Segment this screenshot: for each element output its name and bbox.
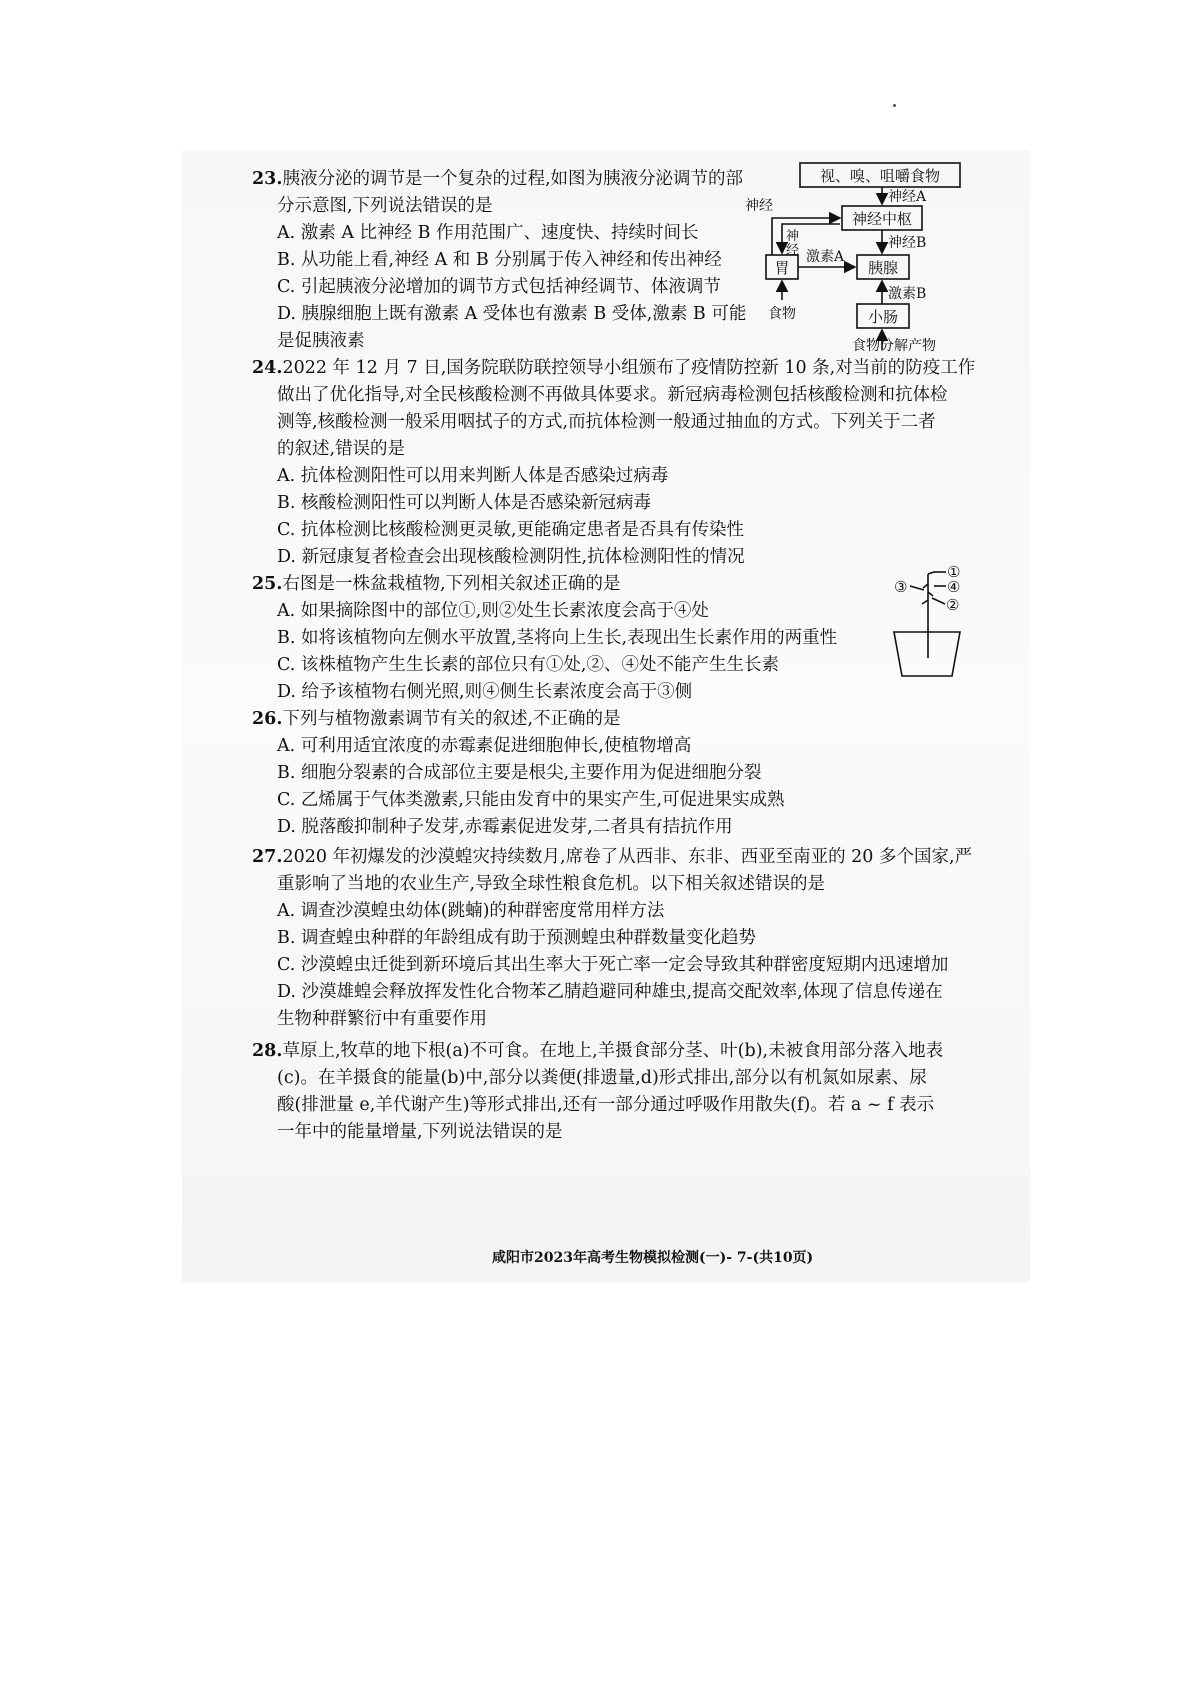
nerve-a-label: 神经A bbox=[888, 189, 927, 205]
q28-line1 bbox=[252, 1040, 943, 1062]
q28-stem-3: 酸(排泄量 e,羊代谢产生)等形式排出,还有一部分通过呼吸作用散失(f)。若 a ~ f 表示 bbox=[277, 1095, 935, 1115]
q25-line1 bbox=[252, 573, 621, 595]
q27-number: 27. bbox=[252, 847, 283, 867]
q25-option-a: A. 如果摘除图中的部位①,则②处生长素浓度会高于④处 bbox=[277, 601, 709, 621]
q27-option-d-1: D. 沙漠雄蝗会释放挥发性化合物苯乙腈趋避同种雄虫,提高交配效率,体现了信息传递在 bbox=[277, 982, 943, 1002]
q23-number: 23. bbox=[252, 169, 283, 189]
q23-option-b: B. 从功能上看,神经 A 和 B 分别属于传入神经和传出神经 bbox=[277, 250, 722, 270]
q25-stem: 右图是一株盆栽植物,下列相关叙述正确的是 bbox=[282, 574, 621, 594]
q25-number: 25. bbox=[252, 574, 283, 594]
q27-option-b: B. 调查蝗虫种群的年龄组成有助于预测蝗虫种群数量变化趋势 bbox=[277, 928, 756, 948]
q28-stem-4: 一年中的能量增量,下列说法错误的是 bbox=[277, 1122, 563, 1142]
hormone-b-label: 激素B bbox=[888, 286, 927, 302]
q28-stem-1: 草原上,牧草的地下根(a)不可食。在地上,羊摄食部分茎、叶(b),未被食用部分落入地表 bbox=[282, 1041, 944, 1061]
intestine-label: 小肠 bbox=[867, 308, 899, 326]
hormone-a-label: 激素A bbox=[806, 249, 845, 265]
q27-line1 bbox=[252, 846, 972, 868]
q26-option-a: A. 可利用适宜浓度的赤霉素促进细胞伸长,使植物增高 bbox=[277, 736, 692, 756]
q27-option-c: C. 沙漠蝗虫迁徙到新环境后其出生率大于死亡率一定会导致其种群密度短期内迅速增加 bbox=[277, 955, 949, 975]
q26-option-d: D. 脱落酸抑制种子发芽,赤霉素促进发芽,二者具有拮抗作用 bbox=[277, 817, 733, 837]
food-products-label: 食物分解产物 bbox=[852, 338, 936, 354]
label-1: ① bbox=[947, 563, 961, 581]
q24-option-b: B. 核酸检测阳性可以判断人体是否感染新冠病毒 bbox=[277, 493, 651, 513]
q27-option-d-2: 生物种群繁衍中有重要作用 bbox=[277, 1009, 487, 1029]
label-4: ④ bbox=[947, 578, 961, 596]
q26-option-b: B. 细胞分裂素的合成部位主要是根尖,主要作用为促进细胞分裂 bbox=[277, 763, 762, 783]
q25-option-c: C. 该株植物产生生长素的部位只有①处,②、④处不能产生生长素 bbox=[277, 655, 779, 675]
q24-line1 bbox=[252, 357, 975, 379]
label-3: ③ bbox=[894, 578, 908, 596]
nerve-vertical-2: 经 bbox=[786, 243, 800, 258]
nerve-vertical-1: 神 bbox=[786, 229, 800, 244]
q27-option-a: A. 调查沙漠蝗虫幼体(跳蝻)的种群密度常用样方法 bbox=[277, 901, 665, 921]
label-2: ② bbox=[946, 596, 960, 614]
q23-option-d-2: 是促胰液素 bbox=[277, 331, 365, 351]
q24-stem-1: 2022 年 12 月 7 日,国务院联防联控领导小组颁布了疫情防控新 10 条,对当前的防疫工作 bbox=[282, 358, 976, 378]
q26-option-c: C. 乙烯属于气体类激素,只能由发育中的果实产生,可促进果实成熟 bbox=[277, 790, 785, 810]
q28-stem-2: (c)。在羊摄食的能量(b)中,部分以粪便(排遗量,d)形式排出,部分以有机氮如尿素、尿 bbox=[277, 1068, 927, 1088]
q24-option-a: A. 抗体检测阳性可以用来判断人体是否感染过病毒 bbox=[277, 466, 669, 486]
q25-option-d: D. 给予该植物右侧光照,则④侧生长素浓度会高于③侧 bbox=[277, 682, 693, 702]
page-footer: 咸阳市2023年高考生物模拟检测(一)- 7-(共10页) bbox=[492, 1250, 814, 1266]
q26-number: 26. bbox=[252, 709, 283, 729]
q26-line1 bbox=[252, 708, 621, 730]
q27-stem-1: 2020 年初爆发的沙漠蝗灾持续数月,席卷了从西非、东非、西亚至南亚的 20 多个国家,严 bbox=[282, 847, 973, 867]
pancreas-regulation-diagram bbox=[745, 160, 980, 360]
q28-number: 28. bbox=[252, 1041, 283, 1061]
q24-option-d: D. 新冠康复者检查会出现核酸检测阴性,抗体检测阳性的情况 bbox=[277, 547, 745, 567]
q24-stem-2: 做出了优化指导,对全民核酸检测不再做具体要求。新冠病毒检测包括核酸检测和抗体检 bbox=[277, 385, 948, 405]
q23-option-a: A. 激素 A 比神经 B 作用范围广、速度快、持续时间长 bbox=[277, 223, 699, 243]
nerve-left-label: 神经 bbox=[745, 198, 773, 214]
q26-stem: 下列与植物激素调节有关的叙述,不正确的是 bbox=[282, 709, 621, 729]
q25-option-b: B. 如将该植物向左侧水平放置,茎将向上生长,表现出生长素作用的两重性 bbox=[277, 628, 838, 648]
q23-stem-1: 胰液分泌的调节是一个复杂的过程,如图为胰液分泌调节的部 bbox=[282, 169, 744, 189]
q24-option-c: C. 抗体检测比核酸检测更灵敏,更能确定患者是否具有传染性 bbox=[277, 520, 744, 540]
food-label: 食物 bbox=[768, 306, 796, 322]
q27-stem-2: 重影响了当地的农业生产,导致全球性粮食危机。以下相关叙述错误的是 bbox=[277, 874, 826, 894]
q24-stem-3: 测等,核酸检测一般采用咽拭子的方式,而抗体检测一般通过抽血的方式。下列关于二者 bbox=[277, 412, 936, 432]
q23-line1 bbox=[252, 168, 743, 190]
q23-stem-2: 分示意图,下列说法错误的是 bbox=[277, 196, 493, 216]
q23-option-c: C. 引起胰液分泌增加的调节方式包括神经调节、体液调节 bbox=[277, 277, 721, 297]
q24-stem-4: 的叙述,错误的是 bbox=[277, 439, 406, 459]
q23-option-d-1: D. 胰腺细胞上既有激素 A 受体也有激素 B 受体,激素 B 可能 bbox=[277, 304, 747, 324]
sensory-label: 视、嗅、咀嚼食物 bbox=[819, 167, 941, 185]
stomach-label: 胃 bbox=[774, 259, 790, 277]
nerve-center-label: 神经中枢 bbox=[851, 210, 913, 228]
q24-number: 24. bbox=[252, 358, 283, 378]
potted-plant-diagram bbox=[890, 563, 990, 688]
pancreas-label: 胰腺 bbox=[867, 259, 899, 277]
nerve-b-label: 神经B bbox=[888, 235, 927, 251]
flower-pot bbox=[894, 632, 960, 676]
